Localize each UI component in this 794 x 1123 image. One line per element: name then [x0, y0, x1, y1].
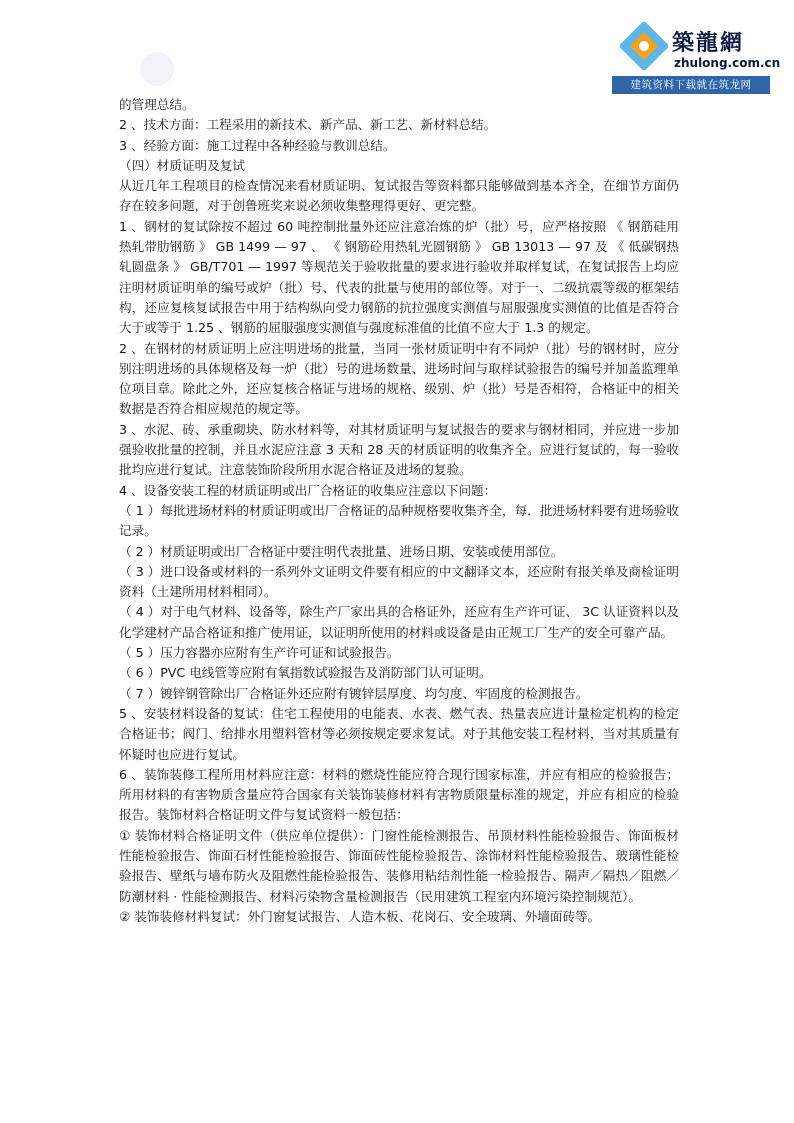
paragraph: 2 、技术方面：工程采用的新技术、新产品、新工艺、新材料总结。	[119, 117, 497, 133]
paragraph: （ 2 ）材质证明或出厂合格证中要注明代表批量、进场日期、安装或使用部位。	[119, 543, 564, 559]
paragraph: （ 1 ）每批进场材料的材质证明或出厂合格证的品种规格要收集齐全，每．批进场材料要有进场验收记录。	[119, 502, 679, 539]
paragraph: ① 装饰材料合格证明文件（供应单位提供）：门窗性能检测报告、吊顶材料性能检验报告、饰面板材性能检验报告、饰面石材性能检验报告、饰面砖性能检验报告、涂饰材料性能检验报告、玻璃性能检验报告、壁纸与墙布防火及阻燃性能检验报告、装修用粘结剂性能一检验报告、隔声／隔热／阻燃／防潮材料 · 性能检测报告、材料污染物含量检测报告（民用建筑工程室内环境污染控制规范）。	[119, 827, 679, 904]
paragraph: 从近几年工程项目的检查情况来看材质证明、复试报告等资料都只能够做到基本齐全，在细节方面仍存在较多问题，对于创鲁班奖来说必须收集整理得更好、更完整。	[119, 178, 679, 214]
paragraph: （ 6 ）PVC 电线管等应附有氧指数试验报告及消防部门认可证明。	[119, 665, 492, 681]
paragraph: 3 、经验方面：施工过程中各种经验与教训总结。	[119, 137, 396, 153]
logo-emblem-icon	[620, 22, 668, 70]
paragraph: （ 4 ）对于电气材料、设备等，除生产厂家出具的合格证外，还应有生产许可证、 3C 认证资料以及化学建材产品合格证和推广使用证，以证明所使用的材料或设备是由正规工厂生产的安全可靠产品。	[119, 604, 679, 640]
paragraph: 4 、设备安装工程的材质证明或出厂合格证的收集应注意以下问题：	[119, 482, 497, 498]
paragraph: （ 3 ）进口设备或材料的一系列外文证明文件要有相应的中文翻译文本，还应附有报关单及商检证明资料（土建所用材料相同）。	[119, 563, 679, 600]
paragraph: 1 、钢材的复试除按不超过 60 吨控制批量外还应注意冶炼的炉（批）号，应严格按照 《 钢筋硅用热轧带肋钢筋 》 GB 1499 — 97 、 《 钢筋砼用热轧光圆钢筋 》 GB 13013 — 97 及 《 低碳钢热轧圆盘条 》 GB/T701 — 1997 等规范关于验收批量的要求进行验收并取样复试，在复试报告上均应注明材质证明单的编号或炉（批）号、代表的批量与使用的部位等。对于一、二级抗震等级的框架结构，还应复核复试报告中用于结构纵向受力钢筋的抗拉强度实测值与屈服强度实测值的比值是否符合大于或等于 1.25 、钢筋的屈服强度实测值与强度标准值的比值不应大于 1.3 的规定。	[119, 218, 679, 336]
logo-slogan: 建筑资料下载就在筑龙网	[612, 76, 770, 94]
paragraph: ② 装饰装修材料复试：外门窗复试报告、人造木板、花岗石、安全玻璃、外墙面砖等。	[119, 908, 601, 924]
document-body	[119, 95, 679, 927]
section-heading: （四）材质证明及复试	[119, 157, 245, 173]
paragraph: 2 、在钢材的材质证明上应注明进场的批量，当同一张材质证明中有不同炉（批）号的钢材时，应分别注明进场的具体规格及每一炉（批）号的进场数量、进场时间与取样试验报告的编号并加盖监理单位项目章。除此之外，还应复核合格证与进场的规格、级别、炉（批）号是否相符，合格证中的相关数据是否符合相应规范的规定等。	[119, 340, 679, 417]
logo-domain: zhulong.com.cn	[674, 56, 781, 70]
paragraph: （ 5 ）压力容器亦应附有生产许可证和试验报告。	[119, 645, 400, 661]
paragraph: 5 、安装材料设备的复试：住宅工程使用的电能表、水表、燃气表、热量表应进计量检定机构的检定合格证书；阀门、给排水用塑料管材等必须按规定要求复试。对于其他安装工程材料，当对其质量有怀疑时也应进行复试。	[119, 705, 679, 762]
paragraph: 的管理总结。	[119, 97, 195, 112]
site-logo	[612, 18, 781, 94]
paragraph: 6 、装饰装修工程所用材料应注意：材料的燃烧性能应符合现行国家标准，并应有相应的检验报告；所用材料的有害物质含量应符合国家有关装饰装修材料有害物质限量标准的规定，并应有相应的检验报告。装饰材料合格证明文件与复试资料一般包括：	[119, 766, 679, 823]
paragraph: 3 、水泥、砖、承重砌块、防水材料等，对其材质证明与复试报告的要求与钢材相同，并应进一步加强验收批量的控制，并且水泥应注意 3 天和 28 天的材质证明的收集齐全。应进行复试的，每一验收批均应进行复试。注意装饰阶段所用水泥合格证及进场的复验。	[119, 421, 679, 478]
logo-name: 築龍網	[672, 30, 745, 56]
paragraph: （ 7 ）镀锌钢管除出厂合格证外还应附有镀锌层厚度、均匀度、牢固度的检测报告。	[119, 685, 589, 701]
watermark-emblem	[140, 52, 174, 86]
